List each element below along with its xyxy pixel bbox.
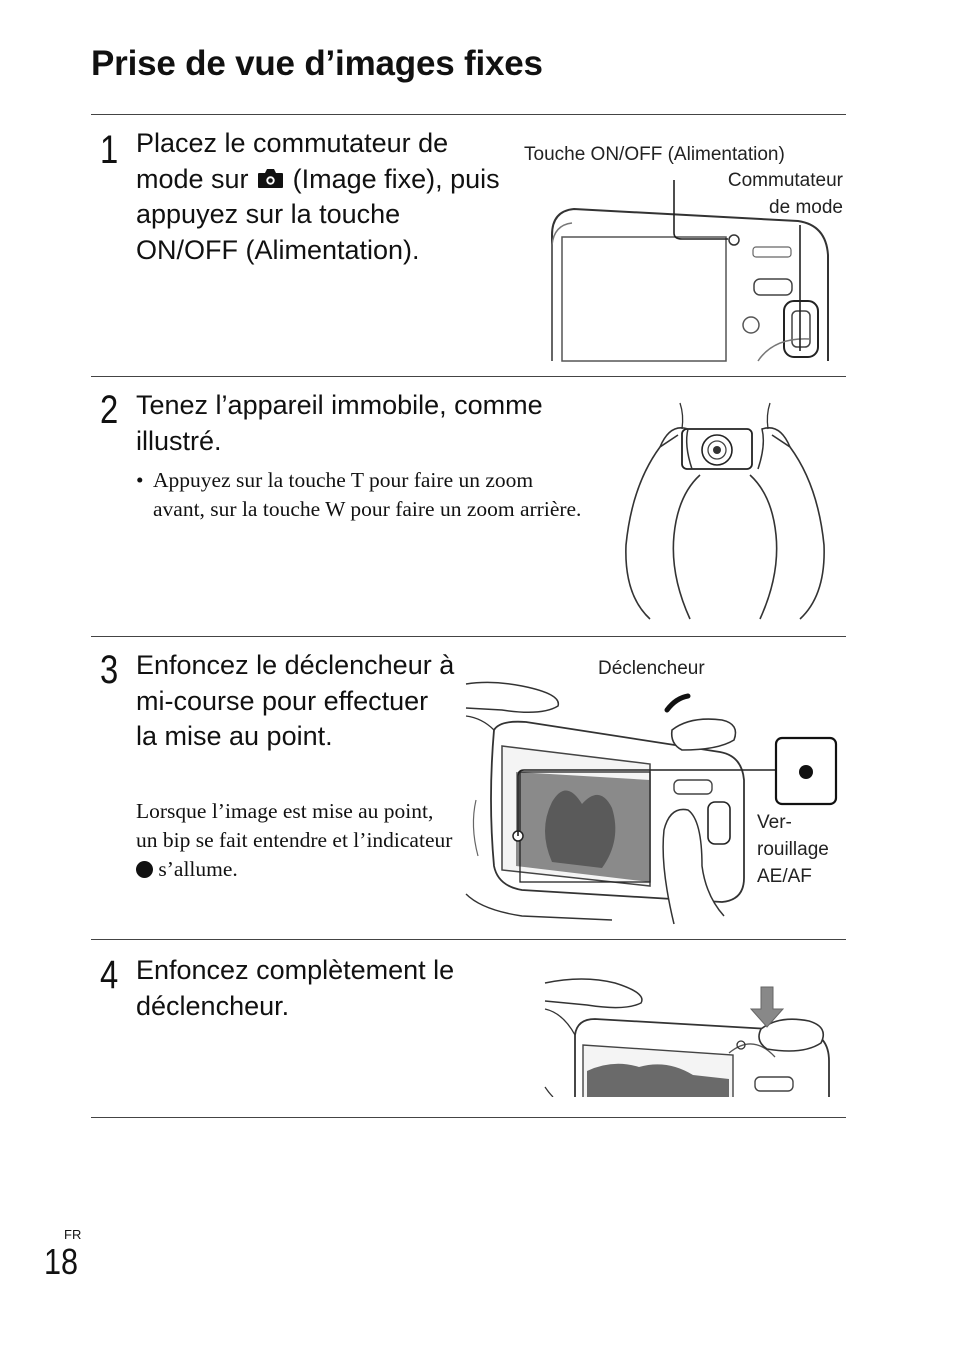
camera-top-illustration bbox=[548, 175, 838, 365]
label-ae-af-lock: AE/AF bbox=[757, 866, 812, 887]
label-shutter-button: Déclencheur bbox=[598, 658, 705, 679]
full-press-illustration bbox=[543, 975, 838, 1097]
step-heading bbox=[136, 126, 506, 268]
still-image-camera-icon bbox=[256, 164, 285, 188]
step-heading-text: (Image fixe), puis appuyez sur la touche ON/OFF (Alimentation). bbox=[136, 163, 500, 265]
section-divider bbox=[91, 1117, 846, 1118]
step-bullet: • Appuyez sur la touche T pour faire un zoom avant, sur la touche W pour faire un zoom arrière. bbox=[136, 466, 586, 524]
step-heading: Tenez l’appareil immobile, comme illustré. bbox=[136, 390, 543, 456]
step-heading: Enfoncez complètement le déclencheur. bbox=[136, 955, 455, 1021]
holding-camera-illustration bbox=[620, 395, 830, 625]
step-heading: Enfoncez le déclencheur à mi-course pour effectuer la mise au point. bbox=[136, 650, 455, 751]
focus-indicator-dot-icon bbox=[136, 861, 153, 878]
step-number: 3 bbox=[100, 648, 119, 692]
section-divider bbox=[91, 636, 846, 637]
section-divider bbox=[91, 376, 846, 377]
step-body-text: s’allume. bbox=[158, 857, 238, 881]
step-number: 1 bbox=[100, 128, 119, 172]
page-title: Prise de vue d’images fixes bbox=[91, 44, 543, 83]
step-body-text: Lorsque l’image est mise au point, un bip se fait entendre et l’indicateur bbox=[136, 799, 453, 852]
section-divider bbox=[91, 939, 846, 940]
label-mode-switch: Commutateur bbox=[727, 170, 843, 191]
page-language-code: FR bbox=[64, 1227, 82, 1242]
section-divider bbox=[91, 114, 846, 115]
label-ae-af-lock: rouillage bbox=[757, 839, 829, 860]
label-ae-af-lock: Ver- bbox=[757, 812, 792, 833]
step-number: 4 bbox=[100, 953, 119, 997]
step-number: 2 bbox=[100, 388, 119, 432]
label-power-button: Touche ON/OFF (Alimentation) bbox=[524, 144, 785, 165]
half-press-illustration bbox=[462, 680, 842, 925]
label-mode-switch: de mode bbox=[769, 197, 843, 218]
step-body bbox=[136, 797, 456, 884]
page-number: 18 bbox=[44, 1241, 79, 1282]
step-heading-text: Placez le commutateur de mode sur bbox=[136, 128, 449, 194]
